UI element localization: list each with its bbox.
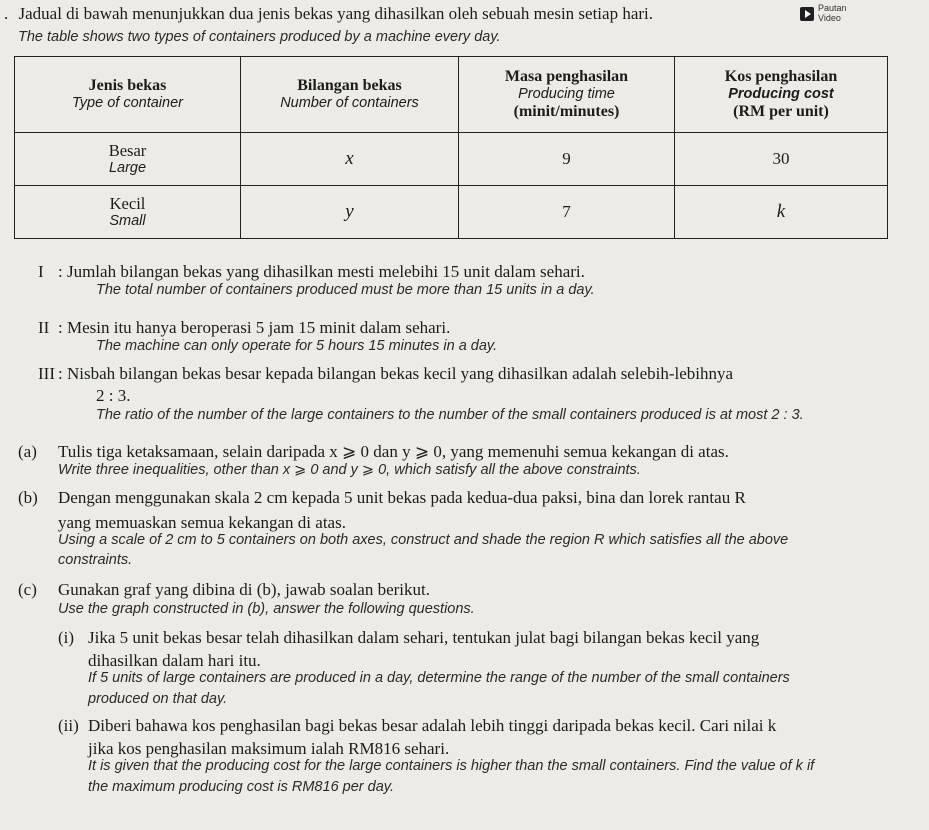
table-row <box>15 133 888 186</box>
constraint-2-en: The machine can only operate for 5 hours 15 minutes in a day. <box>96 338 498 354</box>
question-a-ms: Tulis tiga ketaksamaan, selain daripada x ⩾ 0 dan y ⩾ 0, yang memenuhi semua kekangan di atas. <box>58 442 729 461</box>
header-time-unit: (minit/minutes) <box>513 103 620 120</box>
header-number <box>241 57 459 133</box>
row-count-value: x <box>345 148 354 169</box>
constraint-3-en: The ratio of the number of the large containers to the number of the small containers produced is at most 2 : 3. <box>96 407 804 423</box>
row-type-ms: Kecil <box>109 193 146 213</box>
row-cost-value: k <box>776 201 786 222</box>
constraint-3-ms: : Nisbah bilangan bekas besar kepada bilangan bekas kecil yang dihasilkan adalah selebih-lebihnya <box>58 364 734 383</box>
constraint-1-ms: : Jumlah bilangan bekas yang dihasilkan mesti melebihi 15 unit dalam sehari. <box>58 262 585 281</box>
row-cost <box>675 186 888 239</box>
constraint-3-ms-ratio: 2 : 3. <box>96 386 131 405</box>
question-c-i-label: (i) <box>58 628 75 647</box>
question-c-ii-en-line2: the maximum producing cost is RM816 per day. <box>88 779 394 795</box>
intro-english: The table shows two types of containers produced by a machine every day. <box>18 29 501 45</box>
question-c-en: Use the graph constructed in (b), answer the following questions. <box>58 601 475 617</box>
header-type-en: Type of container <box>72 95 183 111</box>
row-count <box>241 186 459 239</box>
row-time <box>459 186 675 239</box>
question-c-ii-en-line1: It is given that the producing cost for the large containers is higher than the small containers. Find the value of k if <box>88 758 815 774</box>
question-b <box>18 488 746 508</box>
header-cost <box>675 57 888 133</box>
question-c-ii-ms-line1: Diberi bahawa kos penghasilan bagi bekas besar adalah lebih tinggi daripada bekas kecil. Cari nilai k <box>88 716 777 735</box>
header-time <box>459 57 675 133</box>
question-b-ms-line2: yang memuaskan semua kekangan di atas. <box>58 513 346 532</box>
question-a-label: (a) <box>18 442 37 461</box>
row-type <box>15 186 241 239</box>
question-c-i-ms-line2: dihasilkan dalam hari itu. <box>88 651 261 670</box>
question-b-ms-line1: Dengan menggunakan skala 2 cm kepada 5 unit bekas pada kedua-dua paksi, bina dan lorek rantau R <box>58 488 746 507</box>
question-c-label: (c) <box>18 580 37 599</box>
question-c-ii-label: (ii) <box>58 716 79 735</box>
question-a <box>18 442 729 462</box>
table-header-row <box>15 57 888 133</box>
header-time-en: Producing time <box>518 86 615 102</box>
header-type <box>15 57 241 133</box>
header-cost-en: Producing cost <box>728 86 834 102</box>
question-c-ms: Gunakan graf yang dibina di (b), jawab soalan berikut. <box>58 580 430 599</box>
constraint-1-en: The total number of containers produced must be more than 15 units in a day. <box>96 282 595 298</box>
row-type-ms: Besar <box>108 140 147 160</box>
constraint-3 <box>38 364 733 384</box>
row-cost-value: 30 <box>772 149 790 168</box>
table-row <box>15 186 888 239</box>
constraint-2 <box>38 318 450 338</box>
question-b-en-line1: Using a scale of 2 cm to 5 containers on both axes, construct and shade the region R which satisfies all the above <box>58 532 789 548</box>
question-c-ii-ms-line2: jika kos penghasilan maksimum ialah RM816 sehari. <box>88 739 450 758</box>
bullet: . <box>4 4 9 23</box>
row-count <box>241 133 459 186</box>
constraint-1 <box>38 262 585 282</box>
container-table <box>14 56 888 239</box>
question-c-ii <box>58 716 776 736</box>
question-c-i-en-line2: produced on that day. <box>88 691 228 707</box>
header-cost-unit: (RM per unit) <box>733 103 829 120</box>
video-link-top: Pautan <box>818 3 847 13</box>
question-b-label: (b) <box>18 488 38 507</box>
question-c-i <box>58 628 759 648</box>
row-time-value: 7 <box>562 202 571 221</box>
video-link-badge[interactable] <box>800 3 847 23</box>
question-a-en: Write three inequalities, other than x ⩾ 0 and y ⩾ 0, which satisfy all the above constraints. <box>58 462 641 478</box>
header-number-ms: Bilangan bekas <box>297 77 402 94</box>
intro-malay <box>4 4 653 24</box>
question-b-en-line2: constraints. <box>58 552 133 568</box>
constraint-1-num: I <box>38 262 44 281</box>
constraint-2-num: II <box>38 318 50 337</box>
question-c-i-en-line1: If 5 units of large containers are produced in a day, determine the range of the number of the small containers <box>88 670 790 686</box>
question-c-i-ms-line1: Jika 5 unit bekas besar telah dihasilkan dalam sehari, tentukan julat bagi bilangan bekas kecil yang <box>88 628 760 647</box>
video-link-bottom: Video <box>818 13 841 23</box>
header-type-ms: Jenis bekas <box>88 77 167 94</box>
constraint-2-ms: : Mesin itu hanya beroperasi 5 jam 15 minit dalam sehari. <box>58 318 451 337</box>
row-time <box>459 133 675 186</box>
question-c <box>18 580 430 600</box>
constraint-3-num: III <box>38 364 55 383</box>
row-type <box>15 133 241 186</box>
row-type-en: Large <box>108 159 147 176</box>
row-cost <box>675 133 888 186</box>
header-time-ms: Masa penghasilan <box>504 68 629 85</box>
header-number-en: Number of containers <box>280 95 419 111</box>
row-time-value: 9 <box>562 149 571 168</box>
row-type-en: Small <box>109 212 146 229</box>
play-icon <box>800 7 814 21</box>
header-cost-ms: Kos penghasilan <box>724 68 838 85</box>
row-count-value: y <box>345 201 354 222</box>
intro-malay-text: Jadual di bawah menunjukkan dua jenis bekas yang dihasilkan oleh sebuah mesin setiap hari. <box>18 4 654 23</box>
